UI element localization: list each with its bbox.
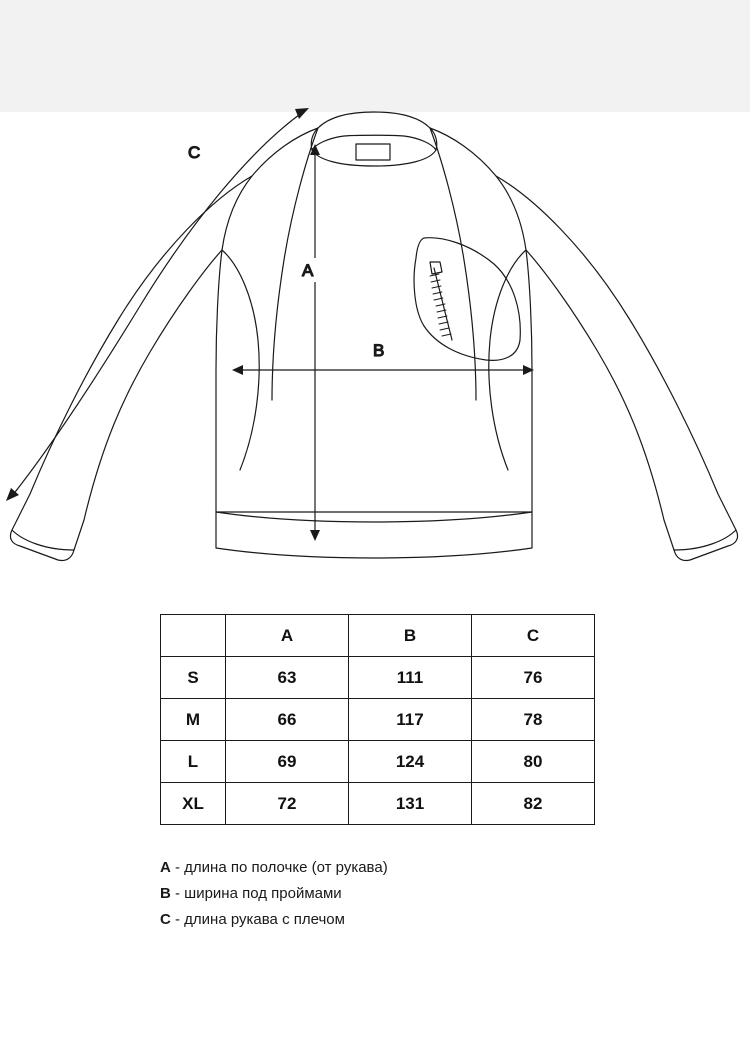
legend-text-b: - ширина под проймами (170, 885, 342, 902)
table-header-blank (161, 615, 226, 657)
pocket-zipper-pull (430, 262, 442, 274)
collar-tag (356, 144, 390, 160)
chest-pocket (414, 238, 520, 361)
sleeve-left-inner (84, 250, 222, 520)
legend-key-a: A (160, 859, 171, 876)
collar-inner (312, 150, 436, 166)
label-c: C (188, 143, 201, 162)
legend-text-a: - длина по полочке (от рукава) (170, 859, 388, 876)
row-value-b: 111 (349, 657, 472, 699)
label-b: B (373, 341, 385, 360)
row-value-c: 78 (472, 699, 595, 741)
side-panel-left (222, 250, 259, 470)
measure-arrow-a (310, 144, 320, 541)
hem-band-top (216, 512, 532, 522)
raglan-seam-right (430, 128, 476, 400)
row-value-b: 117 (349, 699, 472, 741)
row-size-label: L (161, 741, 226, 783)
row-value-a: 69 (226, 741, 349, 783)
row-size-label: M (161, 699, 226, 741)
legend-key-b: B (160, 885, 171, 902)
sleeve-right-inner (526, 250, 664, 520)
legend-text-c: - длина рукава с плечом (170, 911, 345, 928)
row-size-label: XL (161, 783, 226, 825)
row-value-a: 63 (226, 657, 349, 699)
row-value-a: 72 (226, 783, 349, 825)
label-a: A (302, 261, 314, 280)
legend-key-c: C (160, 911, 171, 928)
body-right (430, 128, 532, 512)
pocket-zipper-teeth (430, 274, 451, 336)
table-header-a: A (226, 615, 349, 657)
row-value-b: 131 (349, 783, 472, 825)
hem-band (216, 512, 532, 558)
legend-item-a (160, 855, 660, 881)
table-header-row (161, 615, 595, 657)
row-value-a: 66 (226, 699, 349, 741)
table-header-b: B (349, 615, 472, 657)
row-value-b: 124 (349, 741, 472, 783)
table-row (161, 783, 595, 825)
table-row (161, 741, 595, 783)
table-row (161, 699, 595, 741)
row-value-c: 80 (472, 741, 595, 783)
measure-arrow-c (6, 108, 309, 501)
table-row (161, 657, 595, 699)
row-size-label: S (161, 657, 226, 699)
legend-item-b (160, 881, 660, 907)
size-table (160, 614, 595, 825)
legend (160, 855, 660, 933)
legend-item-c (160, 907, 660, 933)
table-header-c: C (472, 615, 595, 657)
row-value-c: 82 (472, 783, 595, 825)
body-left (216, 128, 318, 512)
row-value-c: 76 (472, 657, 595, 699)
